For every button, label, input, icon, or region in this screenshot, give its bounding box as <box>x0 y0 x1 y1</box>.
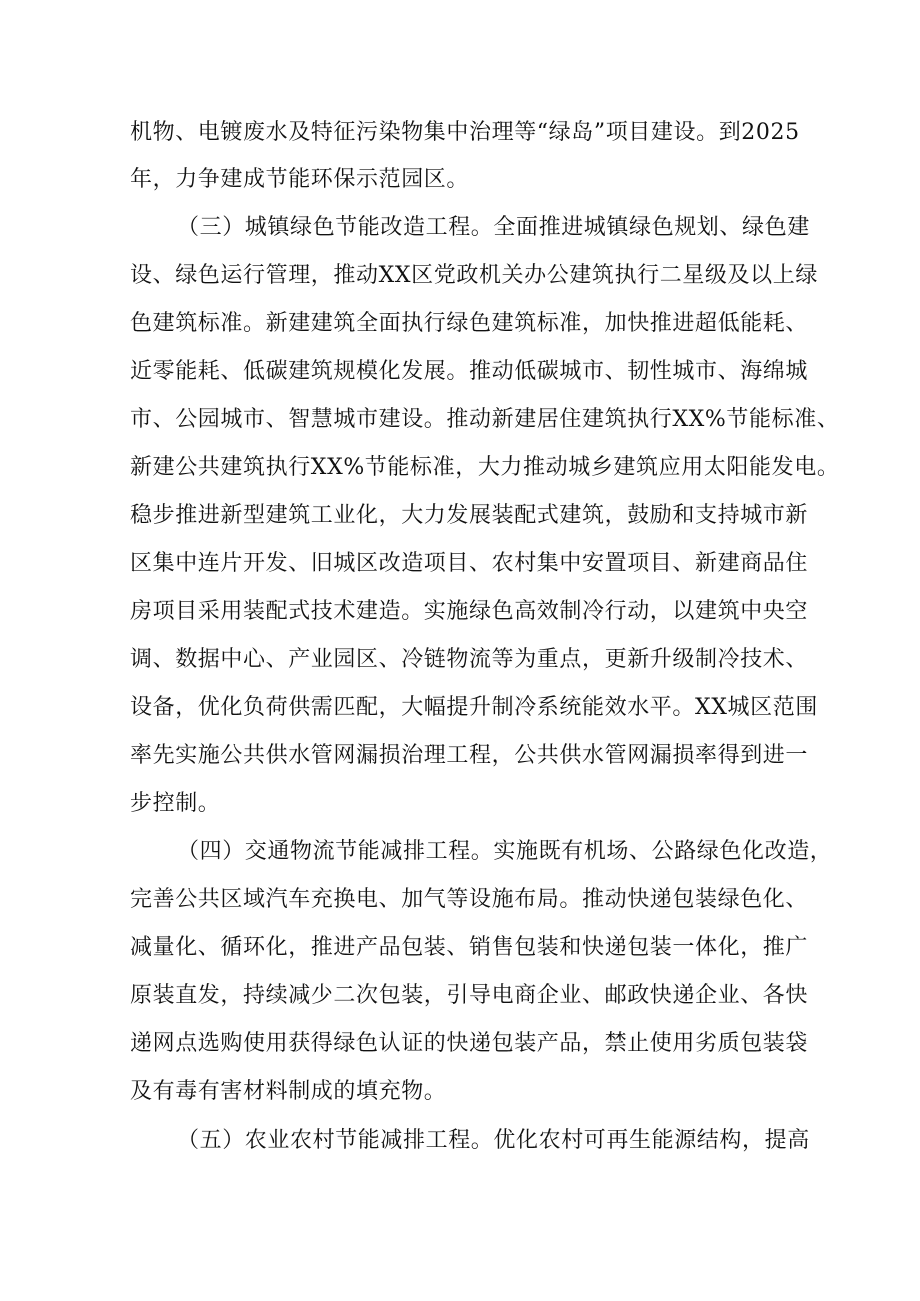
paragraph-line: 色建筑标准。新建建筑全面执行绿色建筑标准，加快推进超低能耗、 <box>130 311 809 336</box>
paragraph-line: 减量化、循环化，推进产品包装、销售包装和快递包装一体化，推广 <box>130 935 809 960</box>
paragraph-line: 递网点选购使用获得绿色认证的快递包装产品，禁止使用劣质包装袋 <box>130 1031 809 1056</box>
paragraph-line: 步控制。 <box>130 791 221 816</box>
paragraph-line: 及有毒有害材料制成的填充物。 <box>130 1079 447 1104</box>
paragraph-line: 新建公共建筑执行XX%节能标准，大力推动城乡建筑应用太阳能发电。 <box>130 455 840 480</box>
paragraph-line: 率先实施公共供水管网漏损治理工程，公共供水管网漏损率得到进一 <box>130 743 809 768</box>
paragraph-line: （四）交通物流节能减排工程。实施既有机场、公路绿色化改造， <box>177 839 833 864</box>
paragraph-line: （三）城镇绿色节能改造工程。全面推进城镇绿色规划、绿色建 <box>177 215 810 240</box>
paragraph-line: 稳步推进新型建筑工业化，大力发展装配式建筑，鼓励和支持城市新 <box>130 503 809 528</box>
paragraph-line: 区集中连片开发、旧城区改造项目、农村集中安置项目、新建商品住 <box>130 551 809 576</box>
paragraph-line: 设备，优化负荷供需匹配，大幅提升制冷系统能效水平。XX城区范围 <box>130 695 818 720</box>
paragraph-line: 市、公园城市、智慧城市建设。推动新建居住建筑执行XX%节能标准、 <box>130 407 840 432</box>
paragraph-line: 调、数据中心、产业园区、冷链物流等为重点，更新升级制冷技术、 <box>130 647 809 672</box>
paragraph-line: 完善公共区域汽车充换电、加气等设施布局。推动快递包装绿色化、 <box>130 887 809 912</box>
paragraph-line: 设、绿色运行管理，推动XX区党政机关办公建筑执行二星级及以上绿 <box>130 263 818 288</box>
paragraph-line: （五）农业农村节能减排工程。优化农村可再生能源结构，提高 <box>177 1128 810 1153</box>
paragraph-line: 机物、电镀废水及特征污染物集中治理等“绿岛”项目建设。到2025 <box>130 120 800 145</box>
paragraph-line: 房项目采用装配式技术建造。实施绿色高效制冷行动，以建筑中央空 <box>130 599 809 624</box>
paragraph-line: 年，力争建成节能环保示范园区。 <box>130 167 470 192</box>
paragraph-line: 原装直发，持续减少二次包装，引导电商企业、邮政快递企业、各快 <box>130 983 809 1008</box>
paragraph-line: 近零能耗、低碳建筑规模化发展。推动低碳城市、韧性城市、海绵城 <box>130 359 809 384</box>
